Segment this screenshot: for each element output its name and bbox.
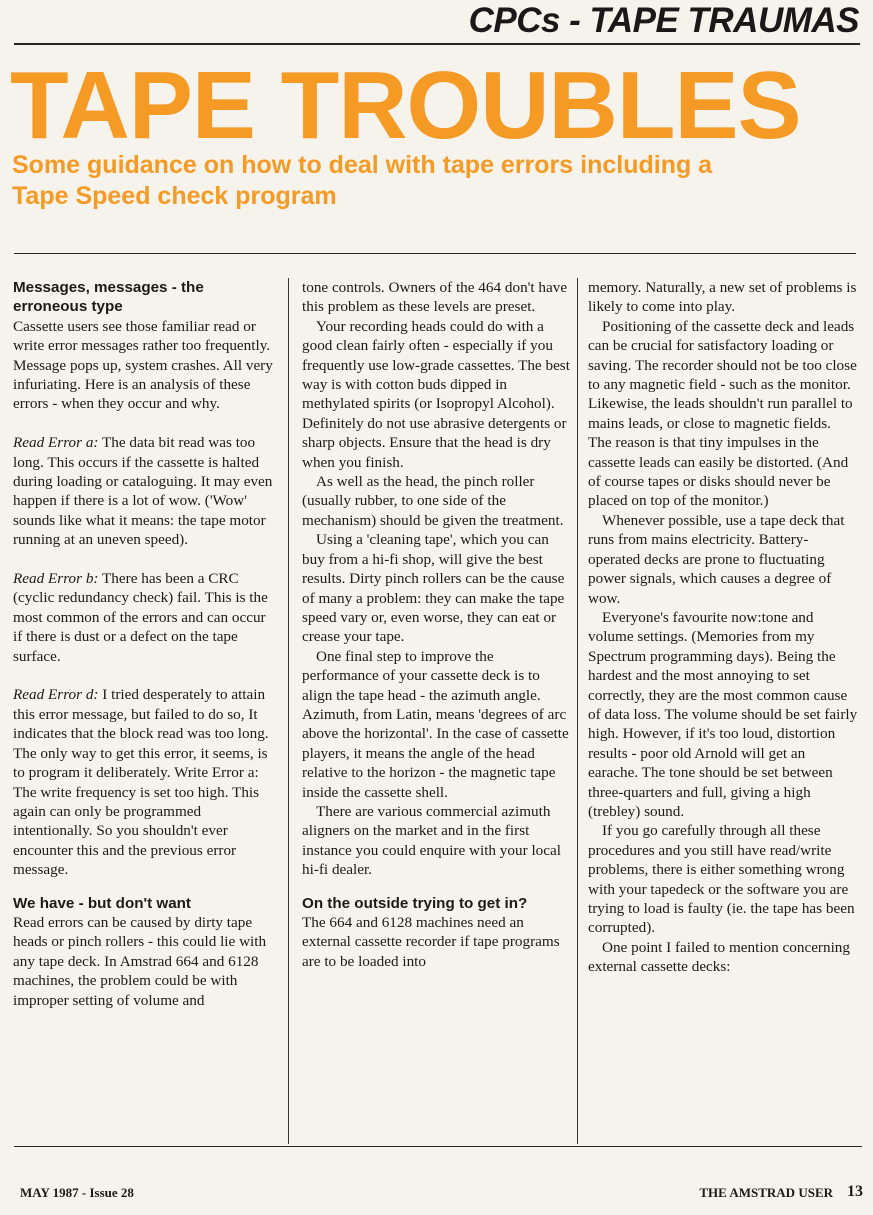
paragraph: One point I failed to mention concerning external cassette decks:	[588, 938, 850, 976]
paragraph: As well as the head, the pinch roller (usually rubber, to one side of the mechanism) should be given the treatment.	[302, 473, 564, 529]
paragraph: One final step to improve the performance of your cassette deck is to align the tape head - the azimuth angle. Azimuth, from Latin, means 'degrees of arc above the horizontal'. In the case of cassette players, it means the angle of the head relative to the horizon - the magnetic tape inside the cassette shell.	[302, 647, 569, 801]
lead-in: Read Error b:	[13, 570, 99, 588]
section-tag: CPCs - TAPE TRAUMAS	[468, 1, 859, 40]
paragraph: There are various commercial azimuth aligners on the market and in the first instance you could enquire with your local hi-fi dealer.	[302, 802, 561, 879]
column-2	[302, 278, 570, 1133]
headline: TAPE TROUBLES	[10, 52, 801, 159]
subheading-messages: Messages, messages - the erroneous type	[13, 279, 204, 316]
footer-rule	[14, 1146, 862, 1147]
paragraph-read-error-d	[13, 685, 273, 879]
paragraph: Everyone's favourite now:tone and volume settings. (Memories from my Spectrum programming days). Being the hardest and the most annoying to set correctly, they are the most common cause of data loss. The volume should be set fairly high. However, if it's too loud, distortion results - poor old Arnold will get an earache. The tone should be set between three-quarters and full, giving a high (trebley) sound.	[588, 608, 858, 820]
paragraph: tone controls. Owners of the 464 don't have this problem as these levels are preset.	[302, 279, 568, 316]
paragraph: Read errors can be caused by dirty tape heads or pinch rollers - this could lie with any tape deck. In Amstrad 664 and 6128 machines, the problem could be with improper setting of volume and	[13, 913, 267, 1009]
paragraph: memory. Naturally, a new set of problems is likely to come into play.	[588, 279, 857, 316]
paragraph: Whenever possible, use a tape deck that runs from mains electricity. Battery-operated decks are prone to fluctuating power signals, which causes a degree of wow.	[588, 511, 845, 607]
column-divider	[577, 278, 578, 1144]
paragraph-read-error-b	[13, 569, 273, 666]
column-1	[13, 278, 273, 1133]
column-divider	[288, 278, 289, 1144]
paragraph: Positioning of the cassette deck and leads can be crucial for satisfactory loading or saving. The recorder should not be too close to any magnetic field - such as the monitor. Likewise, the leads shouldn't run parallel to mains leads, or close to magnetic fields. The reason is that tiny impulses in the cassette leads can easily be distorted. (And of course tapes or disks should never be placed on top of the monitor.)	[588, 317, 857, 510]
top-rule	[14, 43, 860, 45]
footer-issue: MAY 1987 - Issue 28	[20, 1185, 134, 1200]
paragraph: Using a 'cleaning tape', which you can buy from a hi-fi shop, will give the best results. Dirty pinch rollers can be the cause of many a problem: they can make the tape speed vary or, even worse, they can eat or crease your tape.	[302, 531, 565, 646]
paragraph: If you go carefully through all these procedures and you still have read/write problems, there is either something wrong with your tapedeck or the software you are trying to load is faulty (ie. the tape has been corrupted).	[588, 822, 855, 937]
lead-in: Read Error d:	[13, 686, 99, 704]
subheading-outside: On the outside trying to get in?	[302, 894, 528, 912]
column-3	[588, 278, 858, 1133]
standfirst: Some guidance on how to deal with tape errors including a Tape Speed check program	[12, 151, 713, 210]
paragraph-read-error-a	[13, 433, 273, 549]
paragraph: Your recording heads could do with a good clean fairly often - especially if you frequently use low-grade cassettes. The best way is with cotton buds dipped in methylated spirits (or Isopropyl Alcohol). Definitely do not use abrasive detergents or sharp objects. Ensure that the head is dry when you finish.	[302, 317, 570, 471]
subheading-we-have: We have - but don't want	[13, 894, 191, 912]
page-number: 13	[847, 1183, 863, 1200]
paragraph-text: The data bit read was too long. This occurs if the cassette is halted during loading or cataloguing. It may even happen if there is a lot of wow. ('Wow' sounds like what it means: the tape motor running at an uneven speed).	[13, 434, 273, 549]
lead-in: Read Error a:	[13, 434, 99, 452]
paragraph: Cassette users see those familiar read or write error messages rather too frequently. Message pops up, system crashes. All very infuriating. Here is an analysis of these errors - when they occur and why.	[13, 317, 273, 413]
paragraph: The 664 and 6128 machines need an external cassette recorder if tape programs are to be loaded into	[302, 914, 560, 970]
paragraph-text: There has been a CRC (cyclic redundancy check) fail. This is the most common of the errors and can occur if there is dust or a defect on the tape surface.	[13, 570, 268, 665]
footer-magazine: THE AMSTRAD USER	[699, 1185, 833, 1200]
header-divider	[14, 253, 856, 254]
paragraph-text: I tried desperately to attain this error message, but failed to do so, It indicates that the block read was too long. The only way to get this error, it seems, is to program it deliberately. Write Error a: The write frequency is set too high. This again can only be programmed intentionally. So you shouldn't ever encounter this and the previous error message.	[13, 686, 269, 879]
